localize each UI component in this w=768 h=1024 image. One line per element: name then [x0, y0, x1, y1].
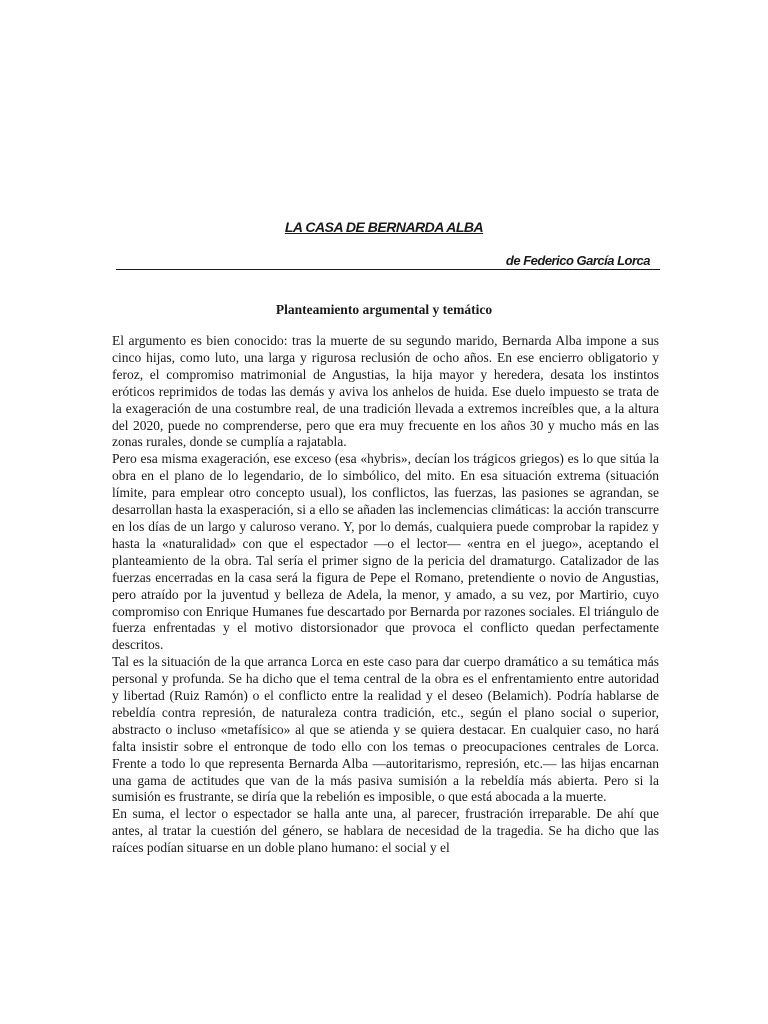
- document-title: LA CASA DE BERNARDA ALBA: [284, 219, 484, 235]
- byline-rule: [116, 253, 660, 270]
- paragraph: El argumento es bien conocido: tras la muerte de su segundo marido, Bernarda Alba impone a sus cinco hijas, como luto, una larga y rigurosa reclusión de ocho años. En ese encierro obligatorio y feroz, el compromiso matrimonial de Angustias, la hija mayor y heredera, desata los instintos eróticos reprimidos de todas las demás y aviva los anhelos de huida. Ese duelo impuesto se trata de la exageración de una costumbre real, de una tradición llevada a extremos increíbles que, a la altura del 2020, puede no comprenderse, pero que era muy frecuente en los años 30 y mucho más en las zonas rurales, donde se cumplía a rajatabla.: [112, 333, 659, 450]
- author-byline: de Federico García Lorca: [505, 253, 650, 268]
- paragraph: Pero esa misma exageración, ese exceso (esa «hybris», decían los trágicos griegos) es lo que sitúa la obra en el plano de lo legendario, de lo simbólico, del mito. En esa situación extrema (situación límite, para emplear otro concepto usual), los conflictos, las fuerzas, las pasiones se agrandan, se desarrollan hasta la exasperación, si a ello se añaden las inclemencias climáticas: la acción transcurre en los días de un largo y caluroso verano. Y, por lo demás, cualquiera puede comprobar la rapidez y hasta la «naturalidad» con que el espectador —o el lector— «entra en el juego», aceptando el planteamiento de la obra. Tal sería el primer signo de la pericia del dramaturgo. Catalizador de las fuerzas encerradas en la casa será la figura de Pepe el Romano, pretendiente o novio de Angustias, pero atraído por la juventud y belleza de Adela, la menor, y amado, a su vez, por Martirio, cuyo compromiso con Enrique Humanes fue descartado por Bernarda por razones sociales. El triángulo de fuerza enfrentadas y el motivo distorsionador que provoca el conflicto quedan perfectamente descritos.: [112, 451, 659, 653]
- body-text: [112, 333, 659, 857]
- section-subtitle: Planteamiento argumental y temático: [275, 302, 493, 317]
- paragraph: Tal es la situación de la que arranca Lorca en este caso para dar cuerpo dramático a su temática más personal y profunda. Se ha dicho que el tema central de la obra es el enfrentamiento entre autoridad y libertad (Ruiz Ramón) o el conflicto entre la realidad y el deseo (Belamich). Podría hablarse de rebeldía contra represión, de naturaleza contra tradición, etc., según el plano social o superior, abstracto o incluso «metafísico» al que se atienda y se quiera destacar. En cualquier caso, no hará falta insistir sobre el entronque de todo ello con los temas o preocupaciones centrales de Lorca. Frente a todo lo que representa Bernarda Alba —autoritarismo, represión, etc.— las hijas encarnan una gama de actitudes que van de la más pasiva sumisión a la rebeldía más abierta. Pero si la sumisión es frustrante, se diría que la rebelión es imposible, o que está abocada a la muerte.: [112, 654, 659, 805]
- paragraph: En suma, el lector o espectador se halla ante una, al parecer, frustración irreparable. De ahí que antes, al tratar la cuestión del género, se hablara de necesidad de la tragedia. Se ha dicho que las raíces podían situarse en un doble plano humano: el social y el: [112, 806, 659, 856]
